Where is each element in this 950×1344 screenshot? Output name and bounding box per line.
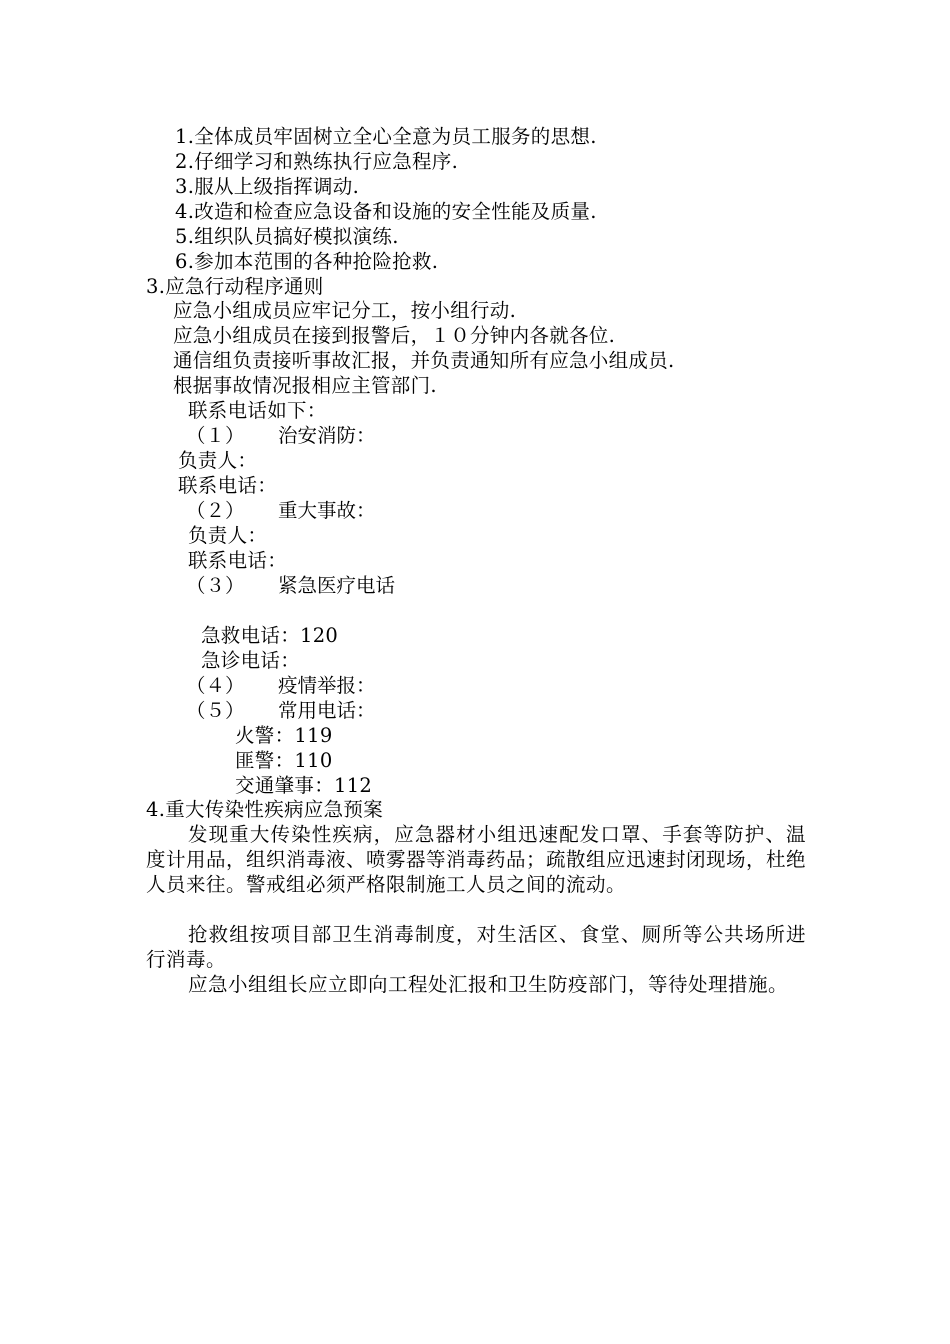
rule-item: 通信组负责接听事故汇报，并负责通知所有应急小组成员.: [173, 349, 675, 372]
duty-item: 5.组织队员搞好模拟演练.: [175, 225, 399, 248]
section-4-paragraph: 抢救组按项目部卫生消毒制度，对生活区、食堂、厕所等公共场所进行消毒。: [146, 923, 806, 971]
contact-5-header: [186, 698, 376, 723]
section-4-heading: 4.重大传染性疾病应急预案: [146, 798, 384, 821]
contact-person: 负责人：: [188, 524, 268, 547]
contact-number: （１）: [186, 424, 245, 447]
traffic-phone: 交通肇事：112: [235, 774, 373, 797]
contact-number: （３）: [186, 574, 245, 597]
duty-item: 2.仔细学习和熟练执行应急程序.: [175, 150, 459, 173]
duty-item: 4.改造和检查应急设备和设施的安全性能及质量.: [175, 200, 597, 223]
contact-title: 治安消防：: [278, 424, 376, 447]
clinic-phone: 急诊电话：: [201, 649, 301, 672]
rescue-phone: 急救电话：120: [201, 624, 339, 647]
duty-item: 1.全体成员牢固树立全心全意为员工服务的思想.: [175, 125, 597, 148]
rule-item: 应急小组成员应牢记分工，按小组行动.: [173, 299, 517, 322]
contact-title: 重大事故：: [278, 499, 376, 522]
contacts-intro: 联系电话如下：: [188, 399, 327, 422]
contact-person: 负责人：: [178, 449, 258, 472]
section-4-paragraph: 发现重大传染性疾病，应急器材小组迅速配发口罩、手套等防护、温度计用品，组织消毒液、喷雾器等消毒药品；疏散组应迅速封闭现场，杜绝人员来往。警戒组必须严格限制施工人员之间的流动。: [146, 823, 807, 896]
contact-3-header: [186, 573, 395, 598]
duty-item: 3.服从上级指挥调动.: [175, 175, 360, 198]
contact-phone: 联系电话：: [178, 474, 278, 497]
section-3-heading: 3.应急行动程序通则: [146, 275, 324, 298]
police-phone: 匪警：110: [235, 749, 333, 772]
contact-2-header: [186, 498, 376, 523]
contact-1-header: [186, 423, 376, 448]
contact-number: （４）: [186, 674, 245, 697]
rule-item: 根据事故情况报相应主管部门.: [173, 374, 437, 397]
contact-title: 紧急医疗电话: [278, 574, 396, 597]
rule-item: 应急小组成员在接到报警后，１０分钟内各就各位.: [173, 324, 616, 347]
duty-item: 6.参加本范围的各种抢险抢救.: [175, 250, 439, 273]
contact-4-header: [186, 673, 376, 698]
contact-phone: 联系电话：: [188, 549, 288, 572]
contact-title: 疫情举报：: [278, 674, 376, 697]
contact-number: （５）: [186, 699, 245, 722]
fire-phone: 火警：119: [235, 724, 333, 747]
section-4-paragraph: 应急小组组长应立即向工程处汇报和卫生防疫部门，等待处理措施。: [188, 973, 789, 996]
contact-title: 常用电话：: [278, 699, 376, 722]
contact-number: （２）: [186, 499, 245, 522]
